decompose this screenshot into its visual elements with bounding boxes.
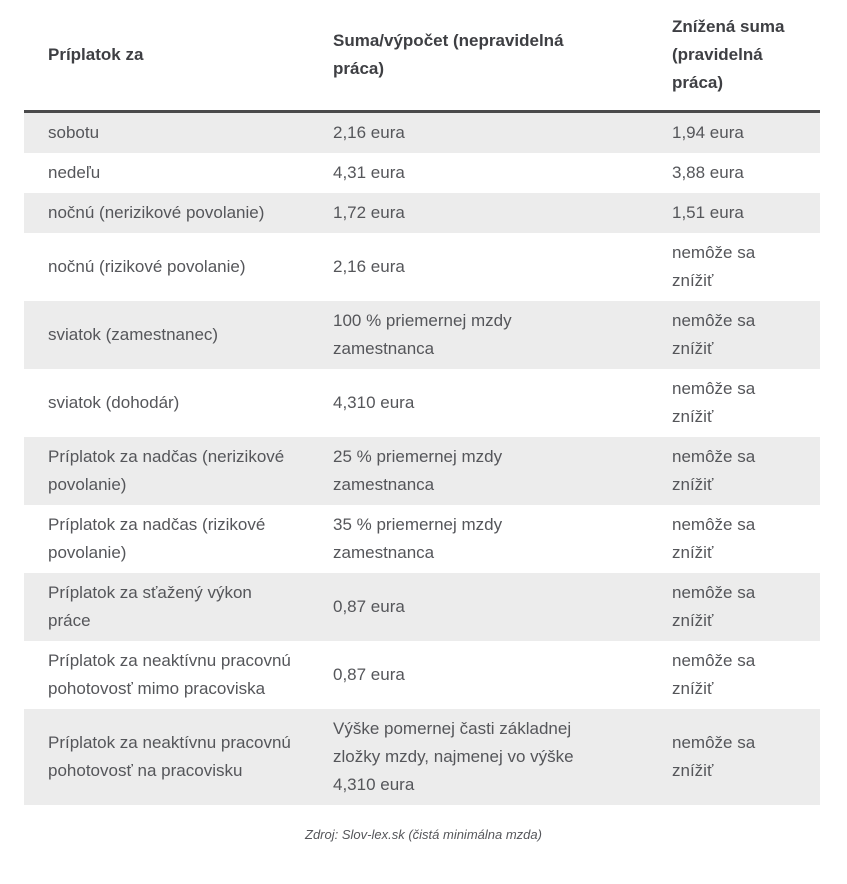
table-body [24, 112, 820, 806]
table-row [24, 573, 820, 641]
cell-amount-regular: nemôže sa znížiť [672, 515, 756, 562]
table-row [24, 112, 820, 154]
column-header-suma-vypocet: Suma/výpočet (nepravidelná práca) [309, 0, 648, 112]
cell-amount-regular: nemôže sa znížiť [672, 733, 756, 780]
cell-amount-regular: nemôže sa znížiť [672, 651, 756, 698]
cell-amount-irregular: Výške pomernej časti základnej zložky mzdy, najmenej vo výške 4,310 eura [333, 719, 574, 794]
cell-supplement: Príplatok za nadčas (nerizikové povolanie) [48, 447, 285, 494]
cell-amount-irregular: 2,16 eura [333, 123, 405, 142]
table-row [24, 193, 820, 233]
table-row [24, 437, 820, 505]
cell-amount-regular: 1,51 eura [672, 203, 744, 222]
cell-amount-irregular: 0,87 eura [333, 597, 405, 616]
source-note: Zdroj: Slov-lex.sk (čistá minimálna mzda) [305, 827, 542, 842]
cell-supplement: Príplatok za nadčas (rizikové povolanie) [48, 515, 266, 562]
cell-amount-irregular: 100 % priemernej mzdy zamestnanca [333, 311, 512, 358]
cell-amount-irregular: 2,16 eura [333, 257, 405, 276]
table-row [24, 709, 820, 805]
table-row [24, 641, 820, 709]
table-row [24, 369, 820, 437]
cell-amount-irregular: 25 % priemernej mzdy zamestnanca [333, 447, 503, 494]
cell-amount-regular: nemôže sa znížiť [672, 311, 756, 358]
cell-supplement: Príplatok za neaktívnu pracovnú pohotovosť mimo pracoviska [48, 651, 291, 698]
cell-amount-irregular: 4,310 eura [333, 393, 415, 412]
table-row [24, 153, 820, 193]
cell-supplement: sviatok (dohodár) [48, 393, 180, 412]
cell-supplement: Príplatok za neaktívnu pracovnú pohotovosť na pracovisku [48, 733, 291, 780]
cell-amount-irregular: 0,87 eura [333, 665, 405, 684]
cell-supplement: nočnú (nerizikové povolanie) [48, 203, 265, 222]
cell-supplement: sviatok (zamestnanec) [48, 325, 219, 344]
cell-amount-irregular: 1,72 eura [333, 203, 405, 222]
cell-amount-irregular: 35 % priemernej mzdy zamestnanca [333, 515, 503, 562]
cell-supplement: sobotu [48, 123, 100, 142]
cell-amount-regular: nemôže sa znížiť [672, 447, 756, 494]
cell-supplement: nedeľu [48, 163, 101, 182]
column-header-priplatok-za: Príplatok za [24, 0, 309, 112]
table-row [24, 301, 820, 369]
cell-amount-regular: 3,88 eura [672, 163, 744, 182]
cell-amount-regular: nemôže sa znížiť [672, 583, 756, 630]
header-row [24, 0, 820, 112]
table-row [24, 233, 820, 301]
table-row [24, 505, 820, 573]
cell-amount-irregular: 4,31 eura [333, 163, 405, 182]
cell-amount-regular: nemôže sa znížiť [672, 243, 756, 290]
column-header-znizena-suma: Znížená suma (pravidelná práca) [648, 0, 820, 112]
table-header [24, 0, 820, 112]
cell-amount-regular: 1,94 eura [672, 123, 744, 142]
cell-amount-regular: nemôže sa znížiť [672, 379, 756, 426]
cell-supplement: Príplatok za sťažený výkon práce [48, 583, 252, 630]
cell-supplement: nočnú (rizikové povolanie) [48, 257, 246, 276]
wage-supplements-table [24, 0, 820, 805]
